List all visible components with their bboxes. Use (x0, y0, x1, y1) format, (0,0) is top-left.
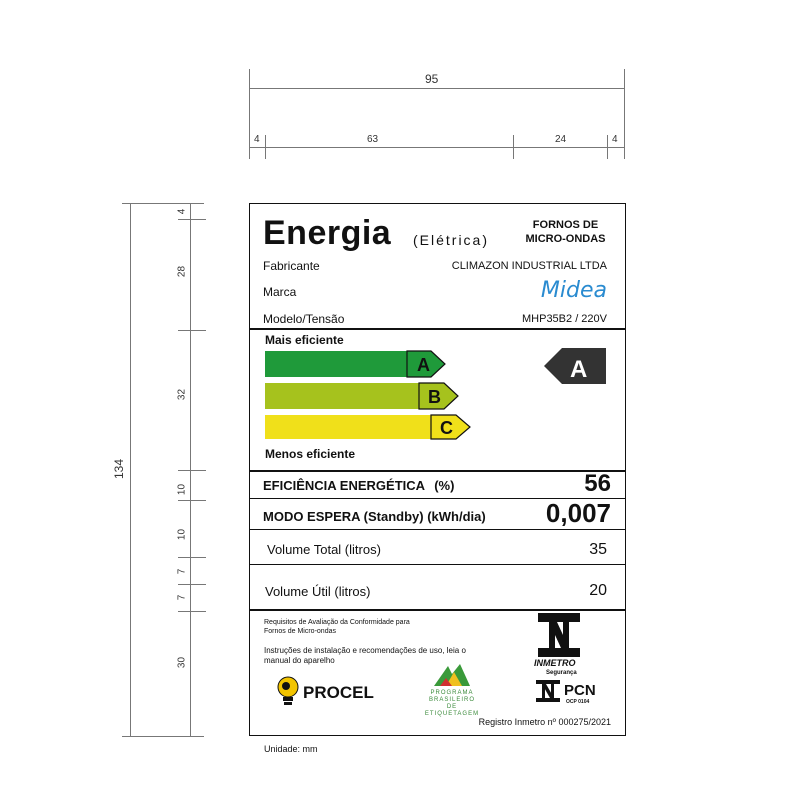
class-a-bar (265, 351, 445, 377)
volume-total-value: 35 (589, 541, 607, 558)
pbe-line-2: BRASILEIRO DE (428, 697, 475, 710)
rating-letter: A (570, 356, 588, 383)
eficiencia-unit: (%) (434, 478, 455, 493)
category-line-2: MICRO-ONDAS (525, 233, 606, 245)
efficiency-scale (263, 350, 483, 440)
least-efficient-label: Menos eficiente (265, 447, 356, 461)
category-line-1: FORNOS DE (532, 219, 599, 231)
class-c-letter: C (440, 418, 453, 438)
eficiencia-label: EFICIÊNCIA ENERGÉTICA (263, 478, 425, 493)
req-line-2: Fornos de Micro-ondas (264, 628, 336, 635)
label-title: Energia (263, 214, 392, 252)
class-a-letter: A (417, 355, 430, 375)
eficiencia-value: 56 (584, 470, 611, 497)
dim-part-2: 63 (367, 134, 379, 145)
divider (250, 564, 625, 565)
fabricante-value: CLIMAZON INDUSTRIAL LTDA (451, 260, 607, 272)
divider (250, 529, 625, 530)
class-b-bar (265, 383, 458, 409)
dim-total-height: 134 (112, 458, 126, 480)
registro-inmetro: Registro Inmetro nº 000275/2021 (478, 717, 611, 727)
volume-total-label: Volume Total (litros) (267, 542, 381, 557)
most-efficient-label: Mais eficiente (265, 333, 344, 347)
procel-logo (276, 676, 300, 711)
modelo-value: MHP35B2 / 220V (522, 313, 607, 325)
class-b-letter: B (428, 387, 441, 407)
unit-note: Unidade: mm (264, 744, 318, 754)
inmetro-text: INMETRO (534, 658, 576, 668)
divider (250, 470, 625, 472)
pcn-logo-icon (536, 680, 560, 702)
dim-part-1: 4 (254, 134, 260, 145)
divider (250, 328, 625, 330)
divider (250, 609, 625, 611)
standby-value: 0,007 (545, 498, 611, 528)
dim-h-5: 10 (176, 528, 188, 541)
pbe-logo-text (424, 690, 480, 718)
dim-total-width: 95 (425, 72, 439, 86)
class-c-bar (265, 415, 470, 439)
dim-h-8: 30 (176, 656, 188, 669)
label-subtitle: (Elétrica) (413, 232, 490, 248)
ocp-text: OCP 0104 (566, 699, 590, 705)
marca-label: Marca (263, 285, 297, 299)
volume-util-value: 20 (589, 582, 607, 599)
seguranca-text: Segurança (546, 670, 577, 676)
dim-h-7: 7 (176, 594, 188, 601)
requirements-text (264, 618, 410, 636)
modelo-label: Modelo/Tensão (263, 312, 345, 326)
standby-label: MODO ESPERA (Standby) (kWh/dia) (263, 509, 486, 524)
dim-h-1: 4 (176, 208, 188, 215)
fabricante-label: Fabricante (263, 259, 320, 273)
pbe-line-1: PROGRAMA (430, 690, 474, 696)
product-category (518, 218, 613, 246)
procel-bulb-icon (276, 676, 300, 706)
procel-text: PROCEL (303, 683, 374, 702)
volume-util-label: Volume Útil (litros) (265, 584, 371, 599)
brand-logo: Midea (540, 278, 607, 303)
inmetro-logo-icon (538, 613, 580, 657)
pbe-logo-icon (430, 662, 474, 688)
pcn-text: PCN (564, 682, 596, 699)
dim-part-3: 24 (555, 134, 567, 145)
pbe-line-3: ETIQUETAGEM (424, 711, 480, 717)
dim-h-4: 10 (176, 483, 188, 496)
rating-indicator (544, 348, 610, 384)
dim-h-3: 32 (176, 388, 188, 401)
eficiencia-row (263, 478, 454, 493)
dim-h-6: 7 (176, 568, 188, 575)
dim-h-2: 28 (176, 265, 188, 278)
dim-part-4: 4 (612, 134, 618, 145)
instr-line-2: manual do aparelho (264, 656, 335, 665)
req-line-1: Requisitos de Avaliação da Conformidade para (264, 619, 410, 626)
instr-line-1: Instruções de instalação e recomendações de uso, leia o (264, 646, 466, 655)
energy-label (249, 203, 626, 736)
